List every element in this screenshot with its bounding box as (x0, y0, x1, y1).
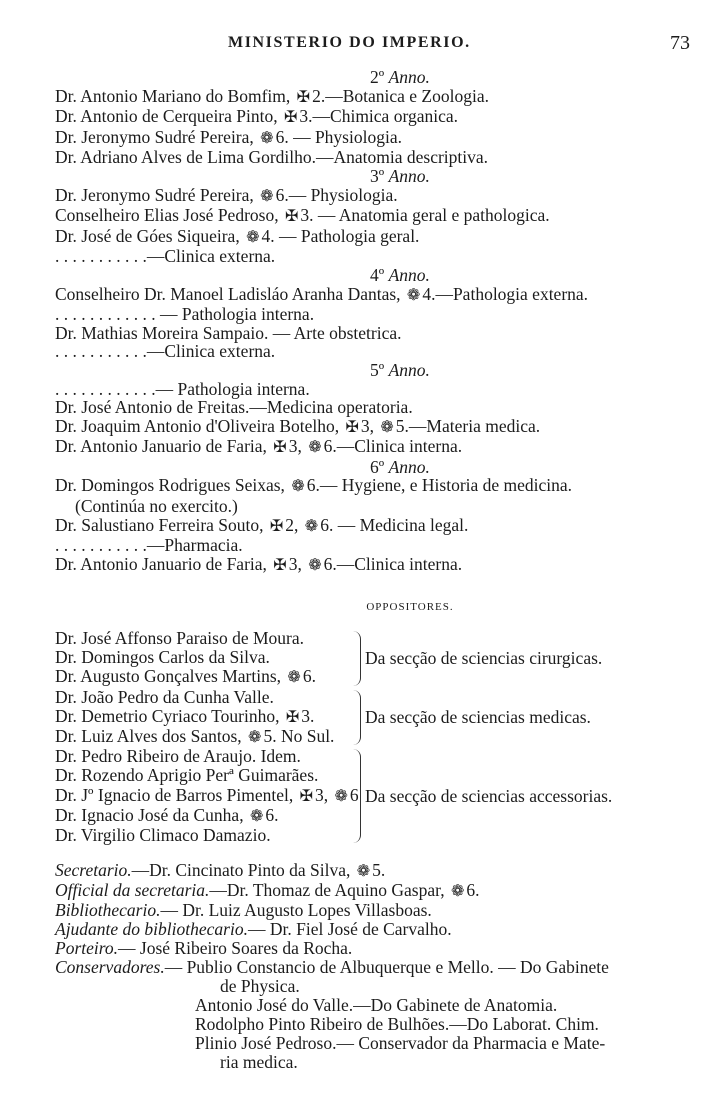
entry-text: Dr. Luiz Alves dos Santos, (55, 726, 247, 747)
entry-text: Dr. José Antonio de Freitas.—Medicina operatoria. (55, 397, 413, 418)
entry-text: 6. — Physiologia. (275, 126, 402, 147)
entry-text: 4. — Pathologia geral. (261, 225, 420, 246)
entry-text: 6. — Medicina legal. (320, 514, 469, 535)
entry-text: Dr. Salustiano Ferreira Souto, (55, 514, 268, 535)
entry-text: Dr. Jeronymo Sudré Pereira, (55, 184, 259, 205)
year-label: Anno. (388, 359, 430, 380)
entry-text: Dr. Antonio de Cerqueira Pinto, (55, 106, 282, 127)
entry-text: 6 (349, 784, 359, 805)
year-label: Anno. (388, 264, 430, 285)
entry-text: 3. — Anatomia geral e pathologica. (300, 205, 550, 226)
oppositor-entry (55, 826, 350, 845)
order-rose-icon: ❁ (260, 187, 274, 205)
year-heading (55, 167, 705, 186)
entry-text: . . . . . . . . . . .—Clinica externa. (55, 246, 276, 267)
entry-text: Dr. José Affonso Paraiso de Moura. (55, 628, 305, 649)
staff-role: Ajudante do bibliothecario. (55, 919, 248, 940)
entry-text: Conselheiro Dr. Manoel Ladisláo Aranha Dantas, (55, 283, 405, 304)
entry-text: 6. (466, 880, 480, 901)
order-rose-icon: ❁ (304, 517, 319, 535)
faculty-entry (55, 148, 705, 167)
order-cross-icon: ✠ (284, 208, 299, 226)
order-rose-icon: ❁ (450, 883, 465, 901)
entry-text: Dr. José de Góes Siqueira, (55, 225, 245, 246)
entry-text: . . . . . . . . . . .—Clinica externa. (55, 341, 276, 362)
conservador-line: ria medica. (220, 1052, 298, 1073)
entry-text: 3, (288, 553, 307, 574)
oppositor-entry (55, 784, 359, 806)
oppositores-names (55, 629, 350, 688)
entry-text: 5. (372, 860, 386, 881)
oppositor-entry (55, 629, 350, 648)
staff-entry (55, 881, 705, 901)
order-cross-icon: ✠ (273, 556, 287, 574)
entry-text: 6. (265, 804, 279, 825)
page-body (55, 68, 705, 1072)
entry-text: Dr. Jeronymo Sudré Pereira, (55, 126, 259, 147)
faculty-entry (55, 417, 705, 438)
entry-text: 5. No Sul. (263, 726, 335, 747)
oppositores-group (55, 688, 705, 748)
conservador-line: Antonio José do Valle.—Do Gabinete de Anatomia. (195, 995, 558, 1016)
year-number: 2º (370, 67, 385, 87)
faculty-entry (55, 128, 705, 149)
section-label: Da secção de sciencias cirurgicas. (365, 647, 603, 668)
entry-text: 6.— Hygiene, e Historia de medicina. (306, 475, 573, 496)
entry-text: Dr. Mathias Moreira Sampaio. — Arte obstetrica. (55, 322, 402, 343)
year-number: 3º (370, 165, 385, 186)
order-cross-icon: ✠ (269, 517, 284, 535)
order-rose-icon: ❁ (308, 556, 322, 574)
oppositor-entry (55, 667, 350, 687)
conservador-line: Rodolpho Pinto Ribeiro de Bulhões.—Do Laborat. Chim. (195, 1014, 599, 1035)
order-cross-icon: ✠ (284, 109, 298, 127)
faculty-entry (55, 87, 705, 108)
faculty-entry (55, 285, 705, 306)
order-rose-icon: ❁ (406, 286, 421, 304)
faculty-entry (55, 476, 705, 497)
entry-text: Dr. Rozendo Aprigio Perª Guimarães. (55, 765, 319, 786)
entry-text: Dr. Demetrio Cyriaco Tourinho, (55, 705, 284, 726)
conservador-line: Plinio José Pedroso.— Conservador da Pharmacia e Mate- (195, 1033, 606, 1054)
entry-text: Dr. João Pedro da Cunha Valle. (55, 686, 274, 707)
entry-text: — Dr. Luiz Augusto Lopes Villasboas. (160, 900, 432, 921)
faculty-entry (55, 536, 705, 555)
year-heading (55, 266, 705, 285)
staff-role: Bibliothecario. (55, 900, 161, 921)
order-cross-icon: ✠ (285, 708, 300, 726)
entry-text: Dr. Pedro Ribeiro de Araujo. Idem. (55, 746, 301, 767)
entry-text: 6.— Physiologia. (275, 184, 398, 205)
entry-text: — Dr. Fiel José de Carvalho. (247, 919, 452, 940)
entry-text: 3, (360, 415, 379, 436)
entry-text: Dr. Ignacio José da Cunha, (55, 804, 248, 825)
order-cross-icon: ✠ (299, 787, 314, 805)
faculty-entry (55, 398, 705, 417)
entry-text: Dr. Adriano Alves de Lima Gordilho.—Anatomia descriptiva. (55, 147, 489, 168)
oppositor-entry (55, 648, 350, 667)
oppositor-entry (55, 727, 350, 747)
entry-text: 4.—Pathologia externa. (422, 283, 589, 304)
entry-text: Conselheiro Elias José Pedroso, (55, 205, 283, 226)
entry-text: — José Ribeiro Soares da Rocha. (118, 938, 353, 959)
oppositor-entry (55, 747, 350, 766)
year-label: Anno. (388, 456, 430, 477)
order-rose-icon: ❁ (380, 418, 394, 436)
faculty-entry (55, 342, 705, 361)
faculty-entry (55, 324, 705, 343)
order-rose-icon: ❁ (334, 787, 348, 805)
entry-text: Dr. Domingos Rodrigues Seixas, (55, 475, 290, 496)
entry-text: — Publio Constancio de Albuquerque e Mello. — Do Gabinete (164, 957, 609, 978)
entry-text: 6. (302, 666, 316, 687)
section-label: Da secção de sciencias accessorias. (365, 785, 613, 806)
oppositor-entry (55, 707, 350, 727)
entry-text: 2, (285, 514, 303, 535)
entry-text: . . . . . . . . . . .—Pharmacia. (55, 535, 243, 556)
brace (350, 749, 361, 843)
order-rose-icon: ❁ (308, 439, 322, 457)
oppositores-names (55, 688, 350, 748)
entry-text: (Continúa no exercito.) (75, 496, 238, 517)
brace (350, 631, 361, 686)
page-number: 73 (670, 32, 690, 54)
year-number: 5º (370, 359, 385, 380)
faculty-entry (55, 107, 705, 128)
oppositor-entry (55, 766, 350, 785)
staff-entry (55, 958, 705, 977)
entry-text: 6.—Clinica interna. (323, 553, 463, 574)
entry-text: Dr. Augusto Gonçalves Martins, (55, 666, 286, 687)
section-title-oppositores: OPPOSITORES. (366, 601, 454, 614)
faculty-entry (55, 247, 705, 266)
staff-role: Secretario. (55, 860, 132, 881)
oppositor-entry (55, 806, 350, 826)
oppositores-group (55, 747, 705, 845)
entry-text: 2.—Botanica e Zoologia. (312, 85, 489, 106)
faculty-entry (55, 497, 705, 516)
entry-text: Dr. Jº Ignacio de Barros Pimentel, (55, 784, 298, 805)
page-header (0, 34, 715, 58)
brace (350, 690, 361, 746)
section-label: Da secção de sciencias medicas. (365, 706, 591, 727)
faculty-entry (55, 380, 705, 399)
entry-text: Dr. Domingos Carlos da Silva. (55, 647, 270, 668)
staff-role: Porteiro. (55, 938, 119, 959)
order-cross-icon: ✠ (345, 418, 359, 436)
order-rose-icon: ❁ (287, 669, 301, 687)
staff-list (55, 861, 705, 1072)
order-rose-icon: ❁ (248, 729, 262, 747)
year-heading (55, 361, 705, 380)
staff-entry (55, 939, 705, 958)
oppositores-names (55, 746, 359, 846)
year-heading (55, 68, 705, 87)
entry-text: Dr. Antonio Mariano do Bomfim, (55, 85, 295, 106)
entry-text: 6.—Clinica interna. (323, 436, 463, 457)
entry-text: 5.—Materia medica. (395, 415, 541, 436)
faculty-entry (55, 186, 705, 207)
order-cross-icon: ✠ (273, 439, 287, 457)
order-rose-icon: ❁ (260, 129, 274, 147)
entry-text: 3. (301, 705, 315, 726)
staff-role: Conservadores. (55, 957, 165, 978)
staff-role: Official da secretaria. (55, 880, 210, 901)
faculty-entry (55, 227, 705, 248)
entry-text: —Dr. Cincinato Pinto da Silva, (131, 860, 355, 881)
year-number: 4º (370, 264, 385, 285)
order-cross-icon: ✠ (296, 88, 311, 106)
staff-entry (55, 861, 705, 881)
entry-text: . . . . . . . . . . . . — Pathologia interna. (55, 304, 315, 325)
year-label: Anno. (388, 165, 430, 186)
faculty-entry (55, 516, 705, 537)
faculty-entry (55, 305, 705, 324)
year-heading (55, 458, 705, 477)
year-label: Anno. (388, 67, 430, 87)
entry-text: —Dr. Thomaz de Aquino Gaspar, (209, 880, 449, 901)
order-rose-icon: ❁ (356, 863, 371, 881)
entry-text: . . . . . . . . . . . .— Pathologia interna. (55, 378, 310, 399)
oppositor-entry (55, 688, 350, 707)
entry-text: 3.—Chimica organica. (299, 106, 458, 127)
order-rose-icon: ❁ (246, 228, 260, 246)
oppositores-group (55, 629, 705, 688)
entry-text: 3, (315, 784, 333, 805)
entry-text: Dr. Antonio Januario de Faria, (55, 436, 272, 457)
faculty-entry (55, 437, 705, 458)
faculty-entry (55, 555, 705, 576)
entry-text: Dr. Antonio Januario de Faria, (55, 553, 272, 574)
order-rose-icon: ❁ (291, 478, 305, 496)
year-number: 6º (370, 456, 385, 477)
running-title: MINISTERIO DO IMPERIO. (228, 34, 471, 51)
entry-text: Dr. Virgilio Climaco Damazio. (55, 825, 271, 846)
staff-entry (55, 901, 705, 920)
entry-text: 3, (288, 436, 307, 457)
staff-entry (55, 920, 705, 939)
conservador-line: de Physica. (220, 976, 300, 997)
faculty-entry (55, 206, 705, 227)
order-rose-icon: ❁ (249, 807, 264, 825)
entry-text: Dr. Joaquim Antonio d'Oliveira Botelho, (55, 415, 344, 436)
